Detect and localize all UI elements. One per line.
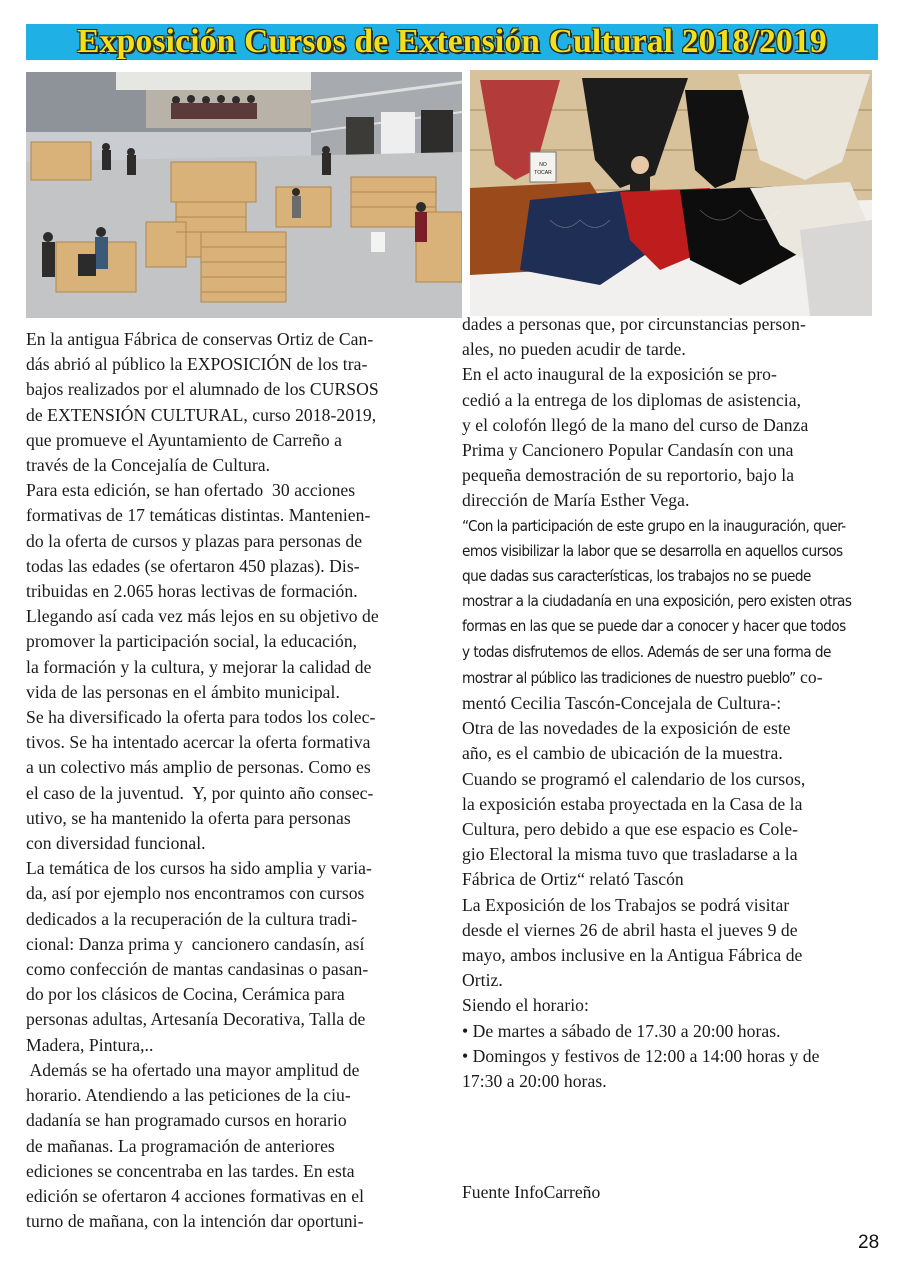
- shawls-display-photo: [470, 70, 872, 316]
- body-line: En la antigua Fábrica de conservas Ortiz de Can-: [26, 329, 374, 349]
- body-line: promover la participación social, la educación,: [26, 631, 358, 652]
- body-line: turno de mañana, con la intención dar oportuni-: [26, 1211, 364, 1232]
- quote-line: mostrar al público las tradiciones de nuestro pueblo”: [462, 668, 796, 687]
- body-line: dirección de María Esther Vega.: [462, 490, 690, 511]
- body-line: utivo, se ha mantenido la oferta para personas: [26, 807, 351, 828]
- body-line: En el acto inaugural de la exposición se pro-: [462, 364, 777, 385]
- body-line: Además se ha ofertado una mayor amplitud de: [26, 1059, 360, 1080]
- body-line: Fábrica de Ortiz“ relató Tascón: [462, 869, 684, 890]
- quote-line: y todas disfrutemos de ellos. Además de ser una forma de: [462, 642, 831, 661]
- body-line: Prima y Cancionero Popular Candasín con una: [462, 440, 794, 461]
- schedule-item: • Domingos y festivos de 12:00 a 14:00 horas y de: [462, 1045, 820, 1066]
- quote-line: que dadas sus características, los trabajos no se puede: [462, 567, 811, 586]
- svg-text:TOCAR: TOCAR: [534, 170, 552, 176]
- body-line: la formación y la cultura, y mejorar la calidad de: [26, 656, 372, 677]
- quote-line: formas en las que se puede dar a conocer y hacer que todos: [462, 617, 846, 636]
- body-line: mayo, ambos inclusive en la Antigua Fábrica de: [462, 945, 803, 966]
- body-line: cedió a la entrega de los diplomas de asistencia,: [462, 389, 802, 410]
- body-line: dadanía se han programado cursos en horario: [26, 1110, 347, 1131]
- left-text-column: [26, 327, 446, 1234]
- quote-line: emos visibilizar la labor que se desarrolla en aquellos cursos: [462, 541, 843, 560]
- body-line: dás abrió al público la EXPOSICIÓN de los tra-: [26, 354, 368, 375]
- body-line: vida de las personas en el ámbito municipal.: [26, 681, 340, 702]
- body-line: bajos realizados por el alumnado de los CURSOS: [26, 379, 379, 400]
- body-fragment: co-: [795, 666, 823, 687]
- body-line: desde el viernes 26 de abril hasta el jueves 9 de: [462, 919, 798, 940]
- body-line: 17:30 a 20:00 horas.: [462, 1071, 607, 1092]
- body-line: do la oferta de cursos y plazas para personas de: [26, 530, 363, 551]
- body-line: Llegando así cada vez más lejos en su objetivo de: [26, 606, 379, 627]
- body-line: mentó Cecilia Tascón-Concejala de Cultura-:: [462, 693, 782, 714]
- body-line: Cultura, pero debido a que ese espacio es Cole-: [462, 819, 799, 840]
- body-line: horario. Atendiendo a las peticiones de la ciu-: [26, 1085, 351, 1106]
- schedule-item: • De martes a sábado de 17.30 a 20:00 horas.: [462, 1020, 781, 1041]
- body-line: de EXTENSIÓN CULTURAL, curso 2018-2019,: [26, 404, 377, 425]
- body-line: Madera, Pintura,..: [26, 1034, 154, 1055]
- body-line: pequeña demostración de su reportorio, bajo la: [462, 465, 795, 486]
- body-line: todas las edades (se ofertaron 450 plazas). Dis-: [26, 555, 360, 576]
- body-line: La Exposición de los Trabajos se podrá visitar: [462, 894, 790, 915]
- title-banner: [26, 24, 878, 60]
- body-line: ales, no pueden acudir de tarde.: [462, 339, 686, 360]
- body-line: y el colofón llegó de la mano del curso de Danza: [462, 414, 809, 435]
- body-line: el caso de la juventud. Y, por quinto año consec-: [26, 782, 374, 803]
- body-line: año, es el cambio de ubicación de la muestra.: [462, 743, 783, 764]
- body-line: gio Electoral la misma tuvo que trasladarse a la: [462, 844, 798, 865]
- source-credit: Fuente InfoCarreño: [462, 1182, 601, 1202]
- body-line: Ortiz.: [462, 970, 503, 991]
- body-line: ediciones se concentraba en las tardes. En esta: [26, 1160, 355, 1181]
- body-line: do por los clásicos de Cocina, Cerámica para: [26, 984, 345, 1005]
- body-line: formativas de 17 temáticas distintas. Mantenien-: [26, 505, 371, 526]
- body-line: Cuando se programó el calendario de los cursos,: [462, 768, 806, 789]
- body-line: Para esta edición, se han ofertado 30 acciones: [26, 480, 356, 501]
- page-number: 28: [858, 1232, 880, 1253]
- body-line: tivos. Se ha intentado acercar la oferta formativa: [26, 732, 371, 753]
- body-line: La temática de los cursos ha sido amplia y varia-: [26, 858, 372, 879]
- body-line: Otra de las novedades de la exposición de este: [462, 718, 791, 739]
- body-line: de mañanas. La programación de anteriores: [26, 1135, 335, 1156]
- body-line: edición se ofertaron 4 acciones formativas en el: [26, 1185, 365, 1206]
- quote-closing-line: [462, 665, 882, 691]
- body-line: dades a personas que, por circunstancias person-: [462, 314, 806, 334]
- quote-line: mostrar a la ciudadanía en una exposición, pero existen otras: [462, 592, 852, 611]
- body-line: cional: Danza prima y cancionero candasín, así: [26, 933, 365, 954]
- body-line: la exposición estaba proyectada en la Casa de la: [462, 793, 803, 814]
- body-line: través de la Concejalía de Cultura.: [26, 455, 271, 476]
- body-line: con diversidad funcional.: [26, 833, 206, 854]
- page-title: Exposición Cursos de Extensión Cultural 2018/2019: [77, 24, 827, 60]
- quote-line: “Con la participación de este grupo en la inauguración, quer-: [462, 516, 846, 535]
- body-line: personas adultas, Artesanía Decorativa, Talla de: [26, 1009, 366, 1030]
- body-line: Se ha diversificado la oferta para todos los colec-: [26, 707, 376, 728]
- no-touch-sign: NO: [539, 162, 547, 168]
- body-line: dedicados a la recuperación de la cultura tradi-: [26, 908, 358, 929]
- body-line: que promueve el Ayuntamiento de Carreño a: [26, 429, 343, 450]
- body-line: Siendo el horario:: [462, 995, 589, 1016]
- body-line: tribuidas en 2.065 horas lectivas de formación.: [26, 581, 358, 602]
- body-line: como confección de mantas candasinas o pasan-: [26, 959, 369, 980]
- body-line: a un colectivo más amplio de personas. Como es: [26, 757, 371, 778]
- right-text-column: [462, 312, 882, 1094]
- exhibition-hall-photo: [26, 72, 462, 318]
- body-line: da, así por ejemplo nos encontramos con cursos: [26, 883, 365, 904]
